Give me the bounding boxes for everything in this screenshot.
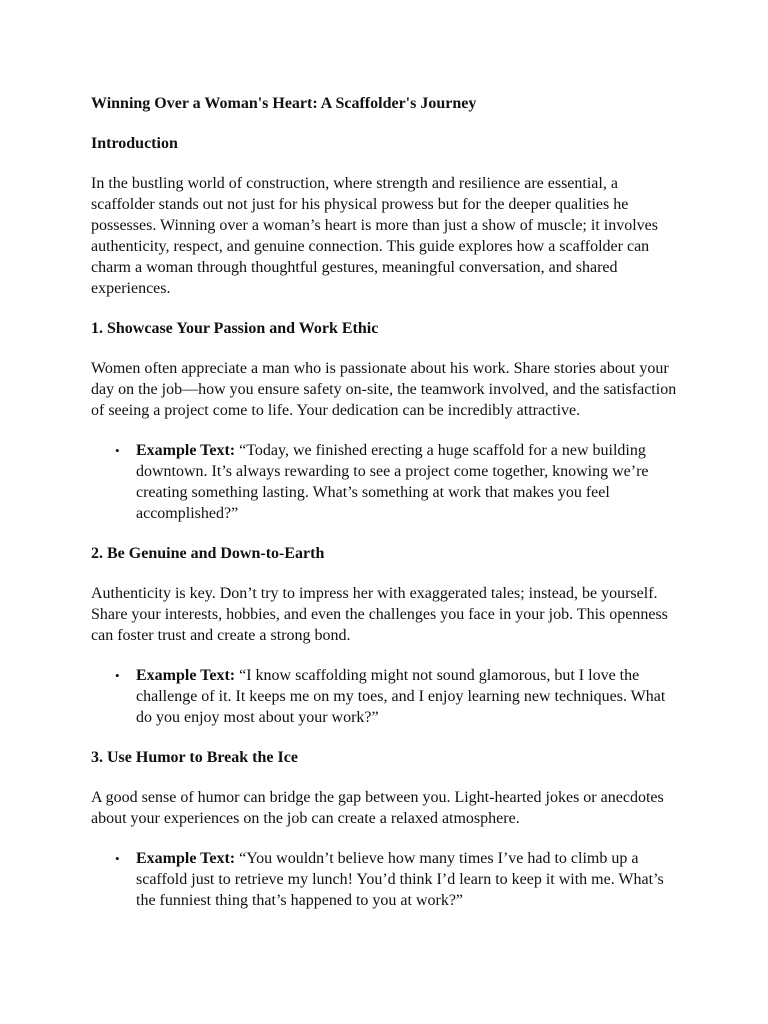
section-1-heading: 1. Showcase Your Passion and Work Ethic bbox=[91, 320, 379, 337]
section-3-example-label: Example Text: bbox=[136, 850, 236, 867]
section-3-example-list bbox=[91, 848, 681, 911]
bullet-icon: • bbox=[115, 443, 120, 458]
bullet-icon: • bbox=[115, 668, 120, 683]
intro-heading: Introduction bbox=[91, 135, 178, 152]
document-title: Winning Over a Woman's Heart: A Scaffolder's Journey bbox=[91, 95, 477, 112]
section-3-paragraph: A good sense of humor can bridge the gap between you. Light-hearted jokes or anecdotes about your experiences on the job can create a relaxed atmosphere. bbox=[91, 789, 664, 827]
section-3-heading: 3. Use Humor to Break the Ice bbox=[91, 749, 298, 766]
section-2-example-item bbox=[91, 665, 681, 728]
section-3-example-item bbox=[91, 848, 681, 911]
intro-paragraph: In the bustling world of construction, where strength and resilience are essential, a scaffolder stands out not just for his physical prowess but for the deeper qualities he possesses. Winning over a woman’s heart is more than just a show of muscle; it involves authenticity, respect, and genuine connection. This guide explores how a scaffolder can charm a woman through thoughtful gestures, meaningful conversation, and shared experiences. bbox=[91, 175, 658, 297]
section-1-example-text: “Today, we finished erecting a huge scaffold for a new building downtown. It’s always rewarding to see a project come together, knowing we’re creating something lasting. What’s something at work that makes you feel accomplished?” bbox=[136, 442, 649, 522]
section-2-heading: 2. Be Genuine and Down-to-Earth bbox=[91, 545, 325, 562]
document-body bbox=[91, 93, 681, 930]
section-1-paragraph: Women often appreciate a man who is passionate about his work. Share stories about your day on the job—how you ensure safety on-site, the teamwork involved, and the satisfaction of seeing a project come to life. Your dedication can be incredibly attractive. bbox=[91, 360, 677, 419]
section-1-example-label: Example Text: bbox=[136, 442, 236, 459]
section-2-example-text: “I know scaffolding might not sound glamorous, but I love the challenge of it. It keeps me on my toes, and I enjoy learning new techniques. What do you enjoy most about your work?” bbox=[136, 667, 666, 726]
section-1-example-list bbox=[91, 440, 681, 524]
section-2-example-list bbox=[91, 665, 681, 728]
section-1-example-item bbox=[91, 440, 681, 524]
section-2-example-label: Example Text: bbox=[136, 667, 236, 684]
section-3-example-text: “You wouldn’t believe how many times I’ve had to climb up a scaffold just to retrieve my lunch! You’d think I’d learn to keep it with me. What’s the funniest thing that’s happened to you at work?” bbox=[136, 850, 664, 909]
section-2-paragraph: Authenticity is key. Don’t try to impress her with exaggerated tales; instead, be yourself. Share your interests, hobbies, and even the challenges you face in your job. This openness can foster trust and create a strong bond. bbox=[91, 585, 668, 644]
bullet-icon: • bbox=[115, 851, 120, 866]
